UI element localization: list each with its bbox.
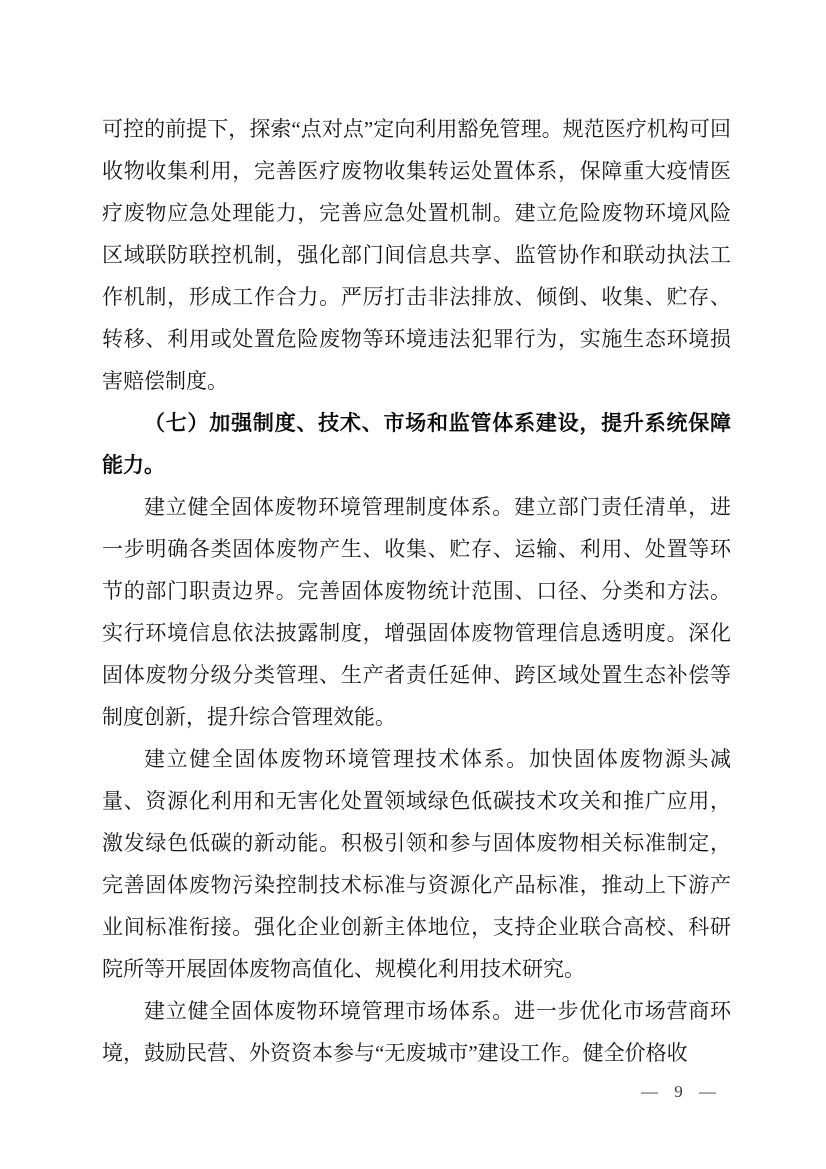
page-footer	[641, 1082, 722, 1102]
body-paragraph: 建立健全固体废物环境管理制度体系。建立部门责任清单，进一步明确各类固体废物产生、收集、贮存、运输、利用、处置等环节的部门职责边界。完善固体废物统计范围、口径、分类和方法。实行环境信息依法披露制度，增强固体废物管理信息透明度。深化固体废物分级分类管理、生产者责任延伸、跨区域处置生态补偿等制度创新，提升综合管理效能。	[102, 495, 731, 729]
document-body	[102, 108, 731, 1074]
body-paragraph: 建立健全固体废物环境管理市场体系。进一步优化市场营商环境，鼓励民营、外资资本参与“无废城市”建设工作。健全价格收	[102, 999, 731, 1065]
body-paragraph: 建立健全固体废物环境管理技术体系。加快固体废物源头减量、资源化利用和无害化处置领域绿色低碳技术攻关和推广应用，激发绿色低碳的新动能。积极引领和参与固体废物相关标准制定，完善固体废物污染控制技术标准与资源化产品标准，推动上下游产业间标准衔接。强化企业创新主体地位，支持企业联合高校、科研院所等开展固体废物高值化、规模化利用技术研究。	[102, 747, 731, 981]
page-number: — 9 —	[641, 1082, 722, 1101]
body-paragraph-continuation: 可控的前提下，探索“点对点”定向利用豁免管理。规范医疗机构可回收物收集利用，完善医疗废物收集转运处置体系，保障重大疫情医疗废物应急处理能力，完善应急处置机制。建立危险废物环境风险区域联防联控机制，强化部门间信息共享、监管协作和联动执法工作机制，形成工作合力。严厉打击非法排放、倾倒、收集、贮存、转移、利用或处置危险废物等环境违法犯罪行为，实施生态环境损害赔偿制度。	[102, 117, 731, 393]
section-heading: （七）加强制度、技术、市场和监管体系建设，提升系统保障能力。	[102, 411, 731, 477]
